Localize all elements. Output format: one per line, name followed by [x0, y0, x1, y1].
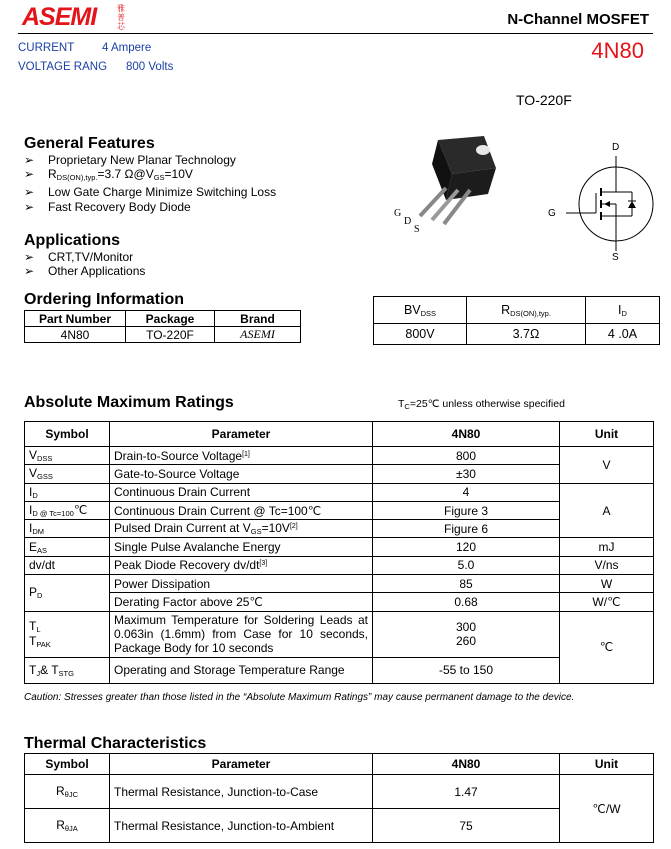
caution-note: Caution: Stresses greater than those listed in the “Absolute Maximum Ratings” may cause permanent damage to the device. — [24, 692, 575, 703]
thermal-table: Symbol Parameter 4N80 Unit $R_{\theta JC}$ Thermal Resistance, Junction-to-Case 1.47 ℃/W $R_{\theta JA}$ Thermal Resistance, Junction-to-Ambient 75 — [24, 753, 654, 843]
applications-title: Applications — [24, 232, 121, 249]
table-row: $I_{DM}$ Pulsed Drain Current at $V_{GS}=10V[2]$ Figure 6 — [25, 520, 654, 538]
asemi-logo: ASEMI — [22, 3, 97, 31]
symbol-pin-s: S — [612, 252, 619, 263]
table-row: $V_{GSS}$ Gate-to-Source Voltage ±30 — [25, 465, 654, 483]
ordering-title: Ordering Information — [24, 291, 184, 308]
table-row: $E_{AS}$ Single Pulse Avalanche Energy 120 mJ — [25, 538, 654, 556]
list-item: ➢ CRT,TV/Monitor — [24, 250, 134, 264]
spec-current: CURRENT 4 Ampere — [18, 42, 152, 54]
mosfet-symbol-icon — [544, 136, 654, 264]
list-item: ➢ Other Applications — [24, 264, 146, 279]
list-item: ➢ Low Gate Charge Minimize Switching Loss — [24, 185, 277, 200]
general-features-list — [24, 153, 276, 214]
general-features-title: General Features — [24, 135, 155, 152]
device-type: N-Channel MOSFET — [507, 11, 649, 28]
list-item: ➢ Fast Recovery Body Diode — [24, 199, 191, 214]
table-row: $P_D$ Power Dissipation 85 W — [25, 575, 654, 593]
list-item: ➢ $R_{DS(ON),typ.}=3.7$ $\Omega@V_{GS}=10V$ — [24, 167, 193, 183]
table-row: $V_{DSS}$ Drain-to-Source Voltage[1] 800 V — [25, 447, 654, 465]
applications-list — [24, 250, 145, 278]
table-row: $T_L$ $T_{PAK}$ Maximum Temperature for Soldering Leads at 0.063in (1.6mm) from Case for 10 seconds, Package Body for 10 seconds 300 260 ℃ — [25, 611, 654, 657]
table-row: dv/dt Peak Diode Recovery dv/dt[3] 5.0 V/ns — [25, 556, 654, 574]
thermal-title: Thermal Characteristics — [24, 735, 207, 752]
table-row: $I_D$ Continuous Drain Current 4 A — [25, 483, 654, 501]
to220f-package-image — [388, 128, 528, 238]
symbol-pin-d: D — [612, 142, 620, 153]
pkg-pin-d: D — [404, 216, 412, 227]
amr-title: Absolute Maximum Ratings — [24, 394, 234, 411]
table-row: Derating Factor above 25℃ 0.68 W/℃ — [25, 593, 654, 611]
symbol-pin-g: G — [548, 208, 556, 219]
header-divider — [18, 33, 653, 34]
part-number: 4N80 — [591, 38, 644, 63]
logo-chinese-text: 雅普芯 — [117, 4, 125, 31]
spec-voltage: VOLTAGE RANG 800 Volts — [18, 61, 174, 73]
key-parameters-table: $BV_{DSS}$ $R_{DS(ON),typ.}$ $I_D$ 800V 3.7Ω 4 .0A — [373, 296, 660, 345]
amr-table: Symbol Parameter 4N80 Unit $V_{DSS}$ Drain-to-Source Voltage[1] 800 V $V_{GSS}$ Gate-to-Source Voltage ±30 $I_D$ Continuous Drain Current 4 A $I_{D @ Tc=100}℃$ Continuous Drain Current @ Tc=100℃ Figure 3 $I_{DM}$ Pulsed Drain Current at $V_{GS}=10V[2]$ Figure 6 $E_{AS}$ Single Pulse Avalanche Energy 120 mJ dv/dt Peak Diode Recovery dv/dt[3] 5.0 V/ns $P_D$ Power Dissipation 85 W Derating Factor above 25℃ 0.68 W/℃ $T_L$ $T_{PAK}$ Maximum Temperature for Soldering Leads at 0.063in (1.6mm) from Case for 10 seconds, Package Body for 10 seconds 300 260 ℃ $T_J\&$ $T_{STG}$ Operating and Storage Temperature Range -55 to 150 — [24, 421, 654, 684]
table-row: $I_{D @ Tc=100}℃$ Continuous Drain Current @ Tc=100℃ Figure 3 — [25, 501, 654, 519]
table-row: $R_{\theta JC}$ Thermal Resistance, Junction-to-Case 1.47 ℃/W — [25, 775, 654, 809]
list-item: ➢ Proprietary New Planar Technology — [24, 153, 236, 167]
pkg-pin-s: S — [414, 224, 420, 235]
ordering-table: Part Number Package Brand 4N80 TO-220F ASEMI — [24, 310, 301, 343]
table-row: $R_{\theta JA}$ Thermal Resistance, Junction-to-Ambient 75 — [25, 809, 654, 843]
amr-condition: $T_C=25℃$ unless otherwise specified — [398, 398, 565, 411]
package-label: TO-220F — [516, 92, 572, 108]
table-row: $T_J\&$ $T_{STG}$ Operating and Storage Temperature Range -55 to 150 — [25, 657, 654, 683]
pkg-pin-g: G — [394, 208, 402, 219]
